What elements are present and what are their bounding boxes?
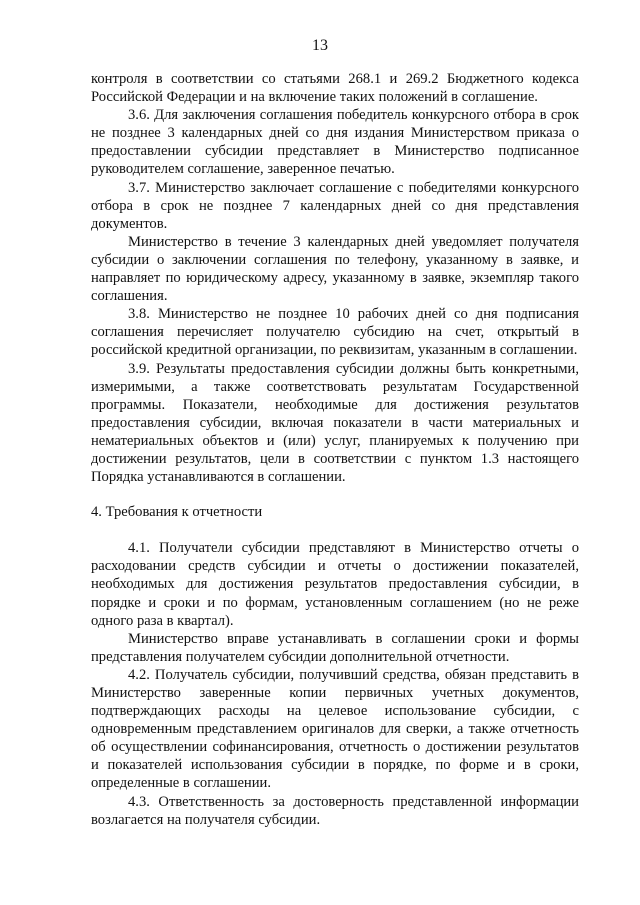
paragraph-3-6: 3.6. Для заключения соглашения победитель конкурсного отбора в срок не позднее 3 календарных дней со дня издания Министерством приказа о предоставлении субсидии представляет в Министерство подписанное руководителем соглашение, заверенное печатью. <box>91 107 579 178</box>
page-number: 13 <box>312 37 328 54</box>
paragraph-4-1: 4.1. Получатели субсидии представляют в Министерство отчеты о расходовании средств субсидии и отчеты о достижении показателей, необходимых для достижения результатов предоставления субсидии, в порядке и сроки и по формам, установленным соглашением (но не реже одного раза в квартал). <box>91 540 579 629</box>
document-body <box>91 70 579 829</box>
paragraph-3-8: 3.8. Министерство не позднее 10 рабочих дней со дня подписания соглашения перечисляет получателю субсидию на счет, открытый в российской кредитной организации, по реквизитам, указанным в соглашении. <box>91 306 579 359</box>
paragraph-4-3: 4.3. Ответственность за достоверность представленной информации возлагается на получателя субсидии. <box>91 793 579 828</box>
paragraph-notification: Министерство в течение 3 календарных дней уведомляет получателя субсидии о заключении соглашения по телефону, указанному в заявке, и направляет по юридическому адресу, указанному в заявке, экземпляр такого соглашения. <box>91 233 579 305</box>
section-heading: 4. Требования к отчетности <box>91 504 263 521</box>
paragraph-continuation: контроля в соответствии со статьями 268.1 и 269.2 Бюджетного кодекса Российской Федерации и на включение таких положений в соглашение. <box>91 71 579 106</box>
paragraph-3-7: 3.7. Министерство заключает соглашение с победителями конкурсного отбора в срок не позднее 7 календарных дней со дня представления документов. <box>91 179 579 232</box>
paragraph-additional-reporting: Министерство вправе устанавливать в соглашении сроки и формы представления получателем субсидии дополнительной отчетности. <box>91 630 579 665</box>
paragraph-3-9: 3.9. Результаты предоставления субсидии должны быть конкретными, измеримыми, а также соответствовать результатам Государственной программы. Показатели, необходимые для достижения результатов предоставления субсидии, включая показатели в части материальных и нематериальных объектов и (или) услуг, планируемых к получению при достижении результатов, цели в соответствии с пунктом 1.3 настоящего Порядка устанавливаются в соглашении. <box>91 360 579 486</box>
paragraph-4-2: 4.2. Получатель субсидии, получивший средства, обязан представить в Министерство заверенные копии первичных учетных документов, подтверждающих расходы на целевое использование субсидии, с одновременным представлением оригиналов для сверки, а также отчетность об осуществлении софинансирования, отчетность о достижении результатов и показателей использования субсидии в порядке, по форме и в сроки, определенные в соглашении. <box>91 666 579 792</box>
